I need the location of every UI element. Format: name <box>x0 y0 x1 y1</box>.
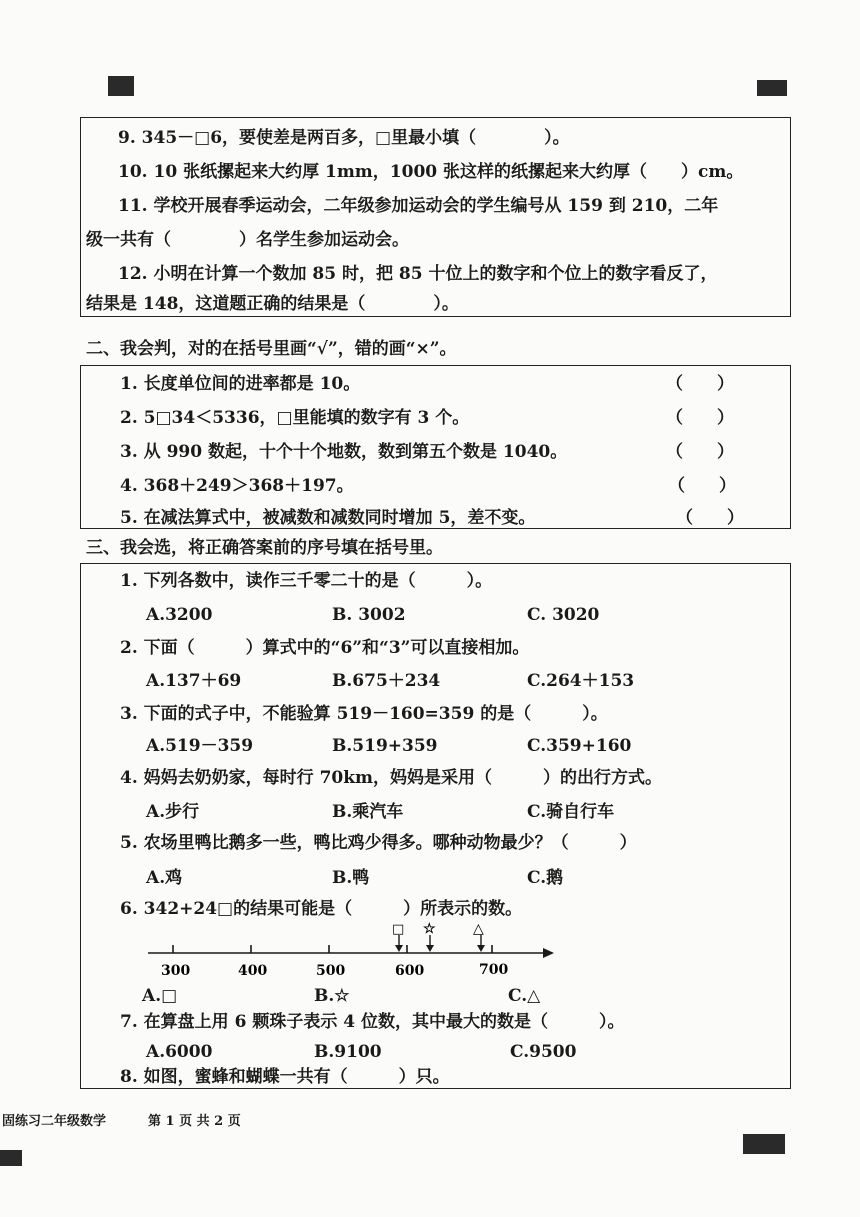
choice-2-option-b[interactable]: B.675＋234 <box>332 671 441 691</box>
choice-question-7: 7. 在算盘上用 6 颗珠子表示 4 位数，其中最大的数是（ ）。 <box>120 1012 625 1032</box>
tick-label-500: 500 <box>316 963 346 979</box>
judge-paren-3[interactable]: （ ） <box>666 442 734 462</box>
choice-1-option-a[interactable]: A.3200 <box>146 605 213 625</box>
choice-4-option-a[interactable]: A.步行 <box>146 802 200 822</box>
tick-label-600: 600 <box>395 963 425 979</box>
choice-question-5: 5. 农场里鸭比鹅多一些，鸭比鸡少得多。哪种动物最少？（ ） <box>120 833 637 853</box>
choice-5-option-c[interactable]: C.鹅 <box>527 868 564 888</box>
choice-question-6: 6. 342+24□的结果可能是（ ）所表示的数。 <box>120 899 523 919</box>
registration-mark-top-left <box>108 76 134 96</box>
question-12-cont: 结果是 148，这道题正确的结果是（ ）。 <box>86 294 459 314</box>
choice-5-option-b[interactable]: B.鸭 <box>332 868 370 888</box>
tick-label-300: 300 <box>161 963 191 979</box>
choice-6-option-b[interactable]: B.☆ <box>314 986 350 1006</box>
choice-3-option-a[interactable]: A.519－359 <box>146 736 254 756</box>
footer-page-number: 第 1 页 共 2 页 <box>148 1114 241 1129</box>
marker-star-icon: ☆ <box>423 921 436 937</box>
choice-2-option-a[interactable]: A.137＋69 <box>146 671 242 691</box>
choice-1-option-b[interactable]: B. 3002 <box>332 605 406 625</box>
choice-5-option-a[interactable]: A.鸡 <box>146 868 183 888</box>
section-3-title: 三、我会选，将正确答案前的序号填在括号里。 <box>86 538 443 558</box>
judge-paren-1[interactable]: （ ） <box>666 374 734 394</box>
choice-question-8: 8. 如图，蜜蜂和蝴蝶一共有（ ）只。 <box>120 1067 450 1087</box>
registration-mark-top-right <box>757 80 787 96</box>
choice-4-option-b[interactable]: B.乘汽车 <box>332 802 404 822</box>
tick-label-700: 700 <box>479 962 509 978</box>
choice-question-4: 4. 妈妈去奶奶家，每时行 70km，妈妈是采用（ ）的出行方式。 <box>120 768 663 788</box>
tick-label-400: 400 <box>238 963 268 979</box>
choice-7-option-b[interactable]: B.9100 <box>314 1042 382 1062</box>
choice-7-option-a[interactable]: A.6000 <box>146 1042 213 1062</box>
footer-title: 固练习二年级数学 <box>2 1114 107 1129</box>
judge-item-4: 4. 368＋249＞368＋197。 <box>120 476 354 496</box>
question-11: 11. 学校开展春季运动会，二年级参加运动会的学生编号从 159 到 210，二年 <box>118 196 719 216</box>
choice-2-option-c[interactable]: C.264＋153 <box>527 671 635 691</box>
judge-paren-4[interactable]: （ ） <box>668 476 736 496</box>
marker-square-icon: □ <box>392 922 405 937</box>
choice-question-3: 3. 下面的式子中，不能验算 519－160=359 的是（ ）。 <box>120 704 608 724</box>
choice-1-option-c[interactable]: C. 3020 <box>527 605 600 625</box>
registration-mark-bottom-left <box>0 1150 22 1166</box>
registration-mark-bottom-right <box>743 1134 785 1154</box>
judge-paren-5[interactable]: （ ） <box>676 508 744 528</box>
section-2-title: 二、我会判，对的在括号里画“√”，错的画“×”。 <box>86 339 457 359</box>
choice-7-option-c[interactable]: C.9500 <box>510 1042 577 1062</box>
judge-paren-2[interactable]: （ ） <box>666 408 734 428</box>
choice-4-option-c[interactable]: C.骑自行车 <box>527 802 615 822</box>
judge-item-2: 2. 5□34＜5336，□里能填的数字有 3 个。 <box>120 408 470 428</box>
judge-item-5: 5. 在减法算式中，被减数和减数同时增加 5，差不变。 <box>120 508 536 528</box>
choice-6-option-c[interactable]: C.△ <box>508 986 541 1006</box>
choice-6-option-a[interactable]: A.□ <box>142 986 178 1006</box>
choice-3-option-b[interactable]: B.519+359 <box>332 736 438 756</box>
choice-question-1: 1. 下列各数中，读作三千零二十的是（ ）。 <box>120 571 493 591</box>
judge-item-1: 1. 长度单位间的进率都是 10。 <box>120 374 361 394</box>
choice-3-option-c[interactable]: C.359+160 <box>527 736 632 756</box>
question-12: 12. 小明在计算一个数加 85 时，把 85 十位上的数字和个位上的数字看反了， <box>118 264 718 284</box>
marker-triangle-icon: △ <box>473 921 484 937</box>
judge-item-3: 3. 从 990 数起，十个十个地数，数到第五个数是 1040。 <box>120 442 568 462</box>
question-9: 9. 345－□6，要使差是两百多，□里最小填（ ）。 <box>118 128 570 148</box>
question-11-cont: 级一共有（ ）名学生参加运动会。 <box>86 230 409 250</box>
choice-question-2: 2. 下面（ ）算式中的“6”和“3”可以直接相加。 <box>120 638 530 658</box>
question-10: 10. 10 张纸摞起来大约厚 1mm，1000 张这样的纸摞起来大约厚（ ）cm。 <box>118 162 744 182</box>
number-line <box>140 915 570 987</box>
